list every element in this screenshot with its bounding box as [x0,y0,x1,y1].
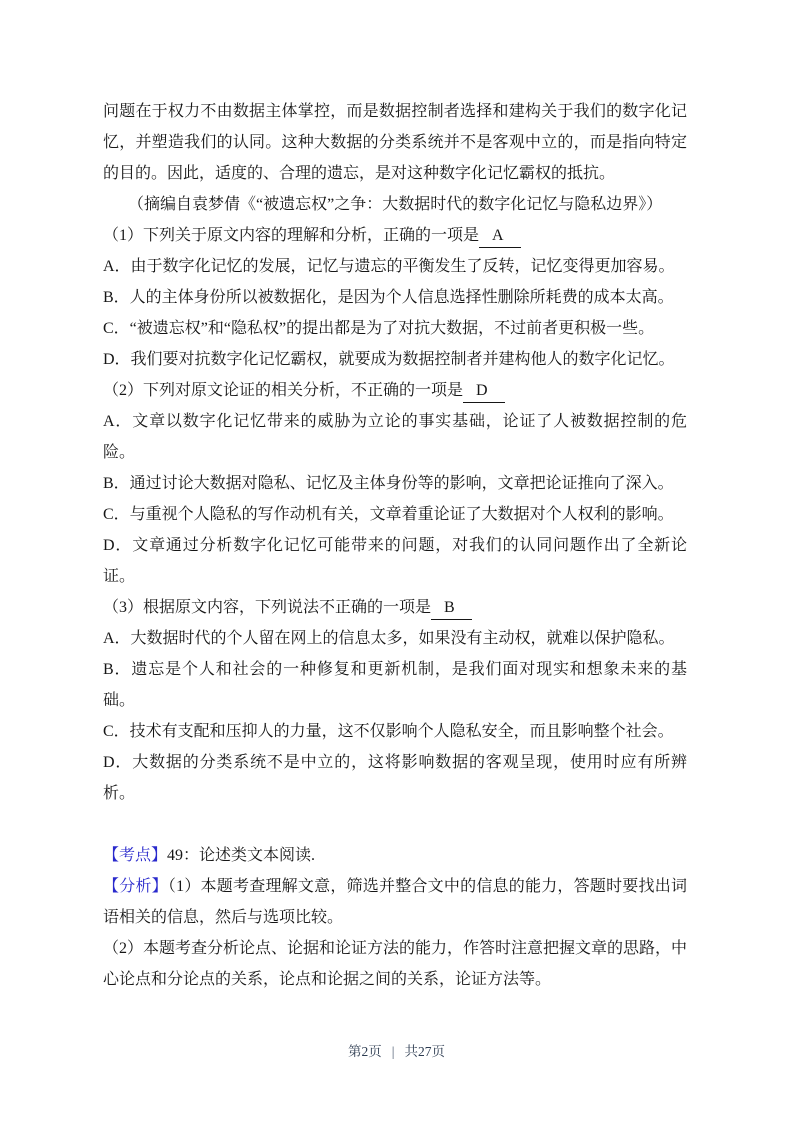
option-line: B．遗忘是个人和社会的一种修复和更新机制，是我们面对现实和想象未来的基础。 [103,661,687,709]
option-line: C．“被遗忘权”和“隐私权”的提出都是为了对抗大数据，不过前者更积极一些。 [103,320,655,337]
question-stem [103,220,687,251]
option-line: B．通过讨论大数据对隐私、记忆及主体身份等的影响，文章把论证推向了深入。 [103,475,674,492]
kaodian-text: 49：论述类文本阅读. [167,847,316,864]
answer-blank: B [431,597,472,620]
question-stem-text: （3）根据原文内容，下列说法不正确的一项是 [103,599,432,616]
fenxi-text-1: （1）本题考查理解文意，筛选并整合文中的信息的能力，答题时要找出词语相关的信息，然后与选项比较。 [103,878,687,926]
source-attribution: （摘编自袁梦倩《“被遗忘权”之争：大数据时代的数字化记忆与隐私边界》） [128,196,663,213]
question-stem-text: （1）下列关于原文内容的理解和分析，正确的一项是 [103,227,480,244]
option-line: C．技术有支配和压抑人的力量，这不仅影响个人隐私安全，而且影响整个社会。 [103,723,674,740]
question-stem [103,592,687,623]
kaodian-label: 【考点】 [103,847,168,864]
question-block-3 [103,592,687,809]
notes-section [103,840,687,995]
question-block-1 [103,220,687,375]
option-line: D．我们要对抗数字化记忆霸权，就要成为数据控制者并建构他人的数字化记忆。 [103,351,675,368]
fenxi-paragraph-2: （2）本题考查分析论点、论据和论证方法的能力，作答时注意把握文章的思路，中心论点和分论点的关系，论点和论据之间的关系，论证方法等。 [103,940,688,988]
option-line: D．大数据的分类系统不是中立的，这将影响数据的客观呈现，使用时应有所辨析。 [103,754,687,802]
option-line: D．文章通过分析数字化记忆可能带来的问题，对我们的认同问题作出了全新论证。 [103,537,687,585]
question-stem [103,375,687,406]
option-line: C．与重视个人隐私的写作动机有关，文章着重论证了大数据对个人权利的影响。 [103,506,674,523]
answer-blank: D [463,380,505,403]
option-line: A．大数据时代的个人留在网上的信息太多，如果没有主动权，就难以保护隐私。 [103,630,675,647]
page-number-current: 第2页 [348,1044,382,1059]
option-line: B．人的主体身份所以被数据化，是因为个人信息选择性删除所耗费的成本太高。 [103,289,674,306]
kaodian-paragraph [103,840,687,871]
question-block-2 [103,375,687,592]
intro-paragraph: 问题在于权力不由数据主体掌控，而是数据控制者选择和建构关于我们的数字化记忆，并塑造我们的认同。这种大数据的分类系统并不是客观中立的，而是指向特定的目的。因此，适度的、合理的遗忘，是对这种数字化记忆霸权的抵抗。 [103,103,687,182]
page-number-total: 共27页 [404,1044,445,1059]
fenxi-paragraph-1 [103,871,687,933]
fenxi-label: 【分析】 [103,878,168,895]
spacer [103,809,687,840]
page-content [103,96,687,995]
footer-separator: | [391,1044,395,1059]
option-line: A．由于数字化记忆的发展，记忆与遗忘的平衡发生了反转，记忆变得更加容易。 [103,258,675,275]
option-line: A．文章以数字化记忆带来的威胁为立论的事实基础，论证了人被数据控制的危险。 [103,413,687,461]
answer-blank: A [479,225,521,248]
page-footer [0,1042,793,1062]
question-stem-text: （2）下列对原文论证的相关分析，不正确的一项是 [103,382,464,399]
